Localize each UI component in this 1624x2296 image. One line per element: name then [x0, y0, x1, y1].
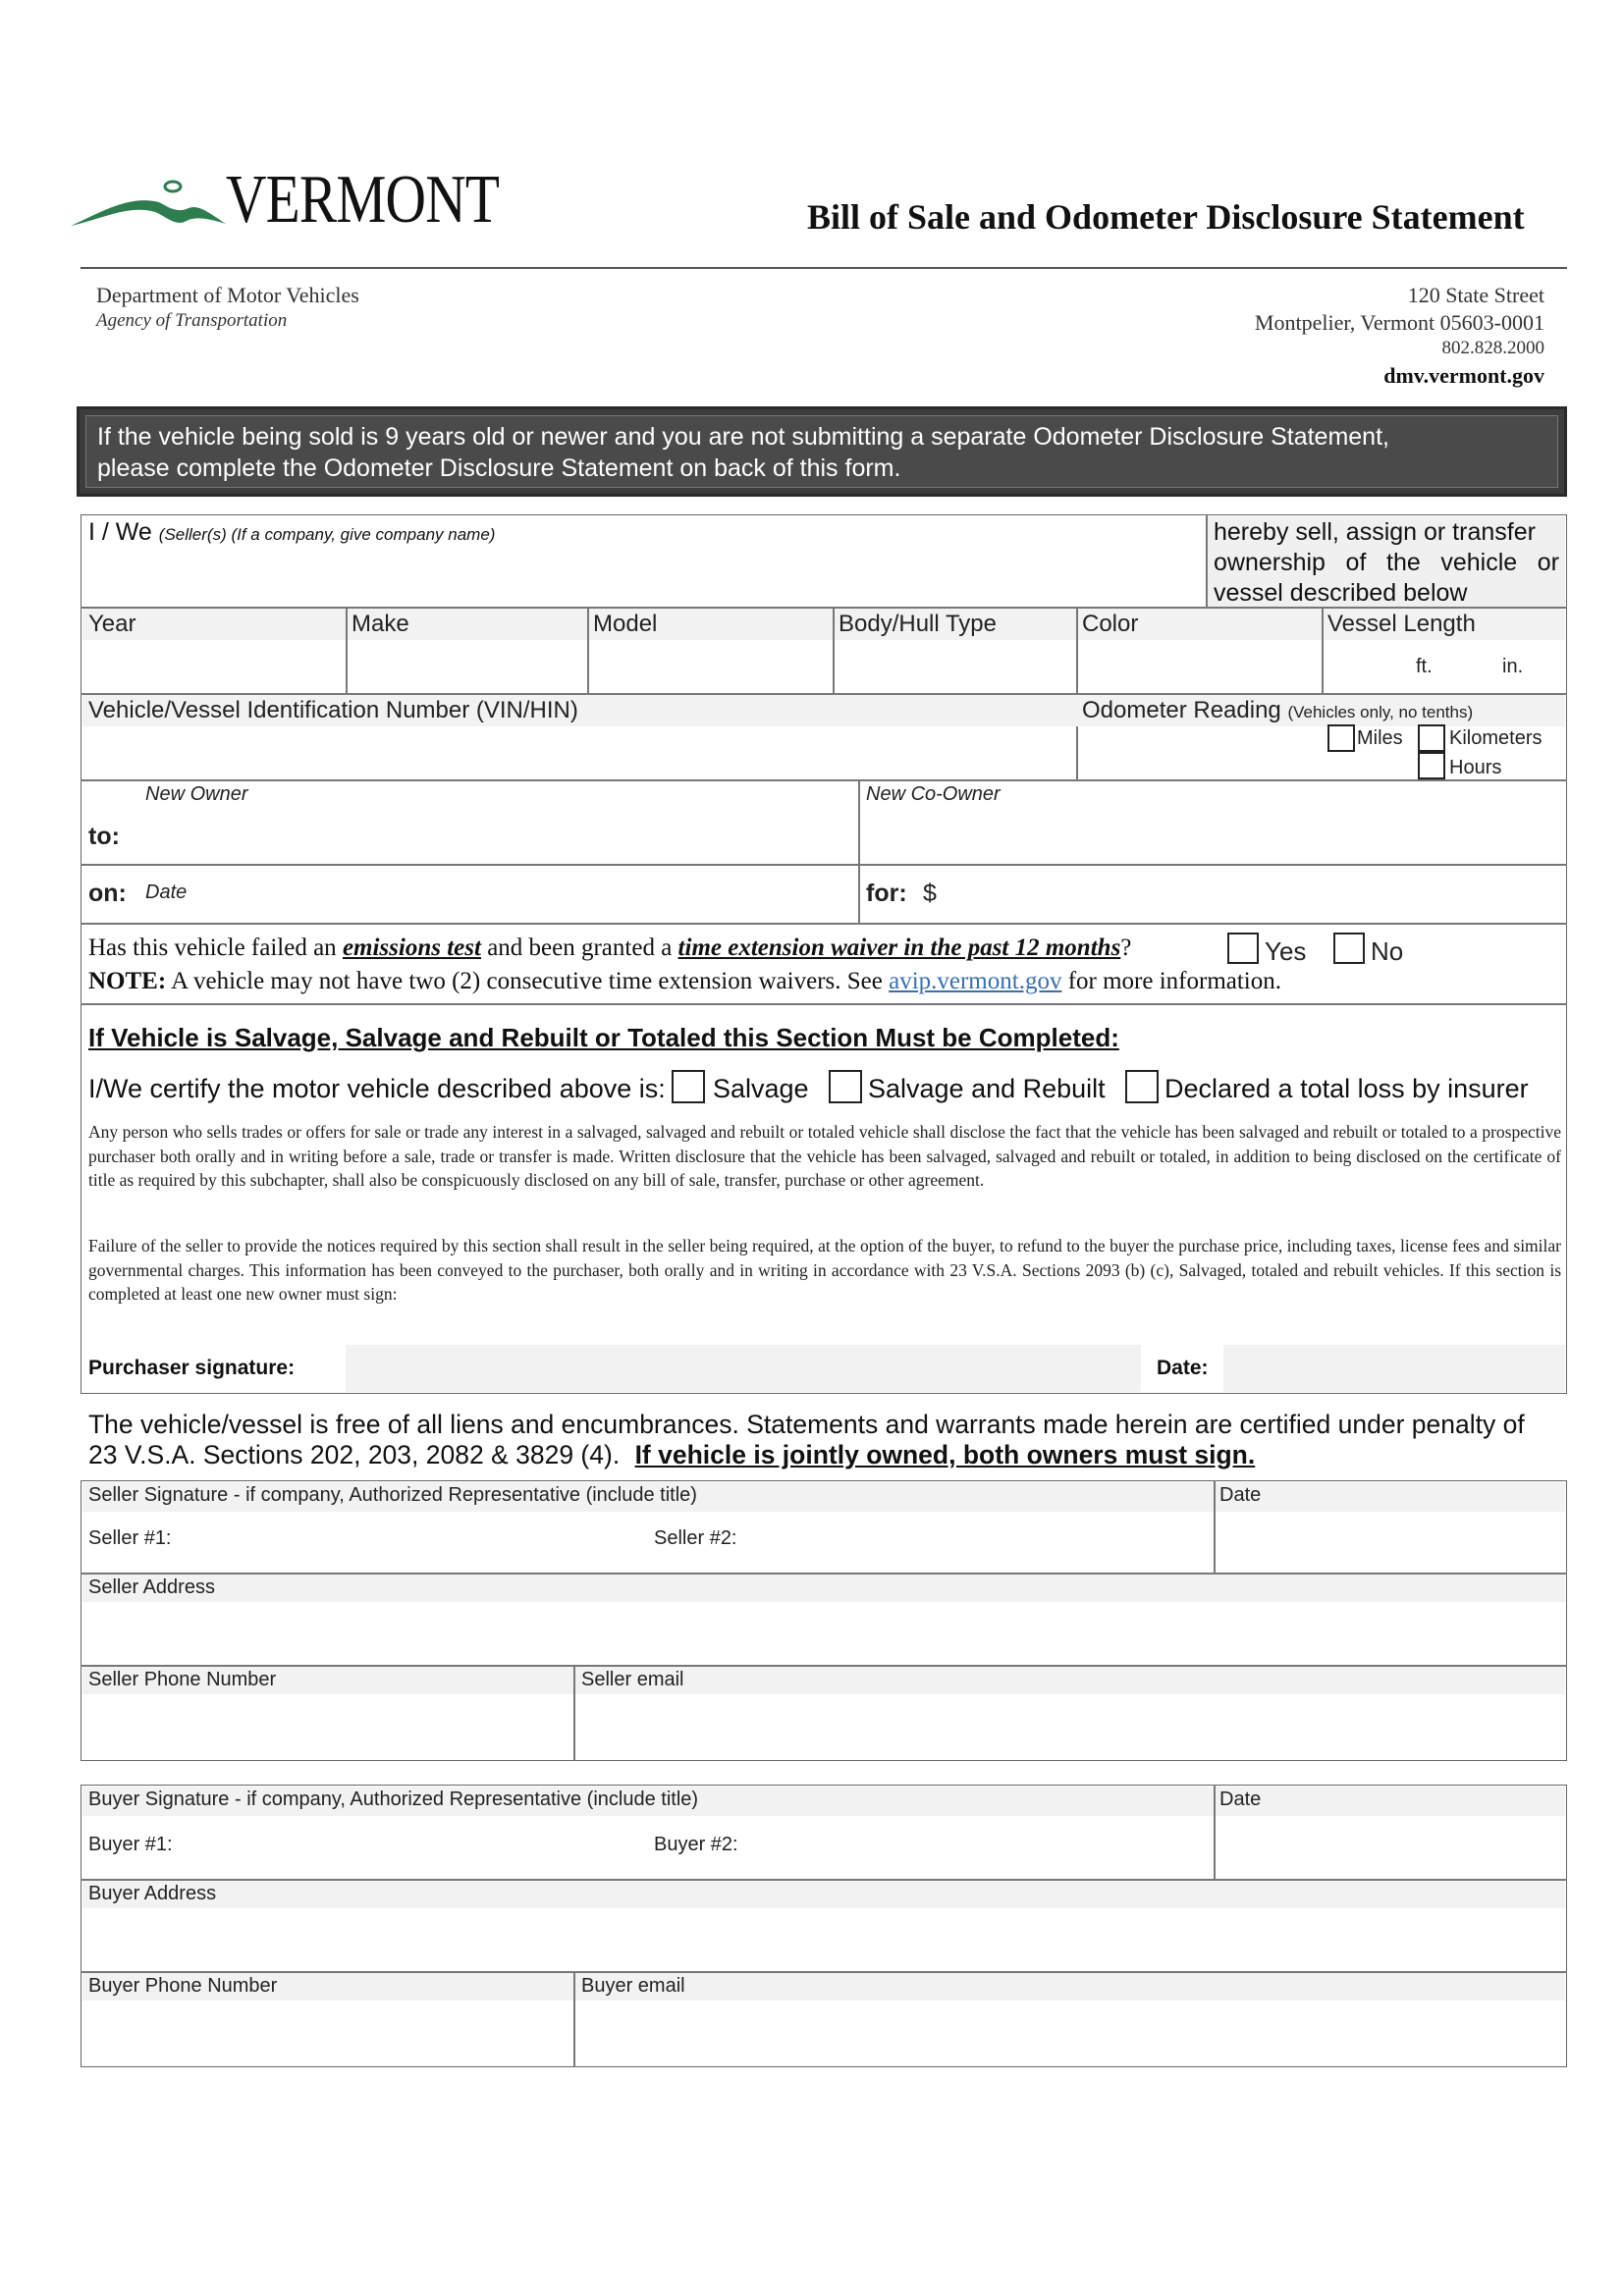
purchaser-date-label: Date:	[1157, 1357, 1209, 1379]
sale-date-field[interactable]	[82, 866, 858, 923]
phone-number: 802.828.2000	[1441, 338, 1544, 358]
to-label: to:	[88, 823, 120, 850]
seller-2-label: Seller #2:	[654, 1527, 737, 1549]
salvage-heading: If Vehicle is Salvage, Salvage and Rebuilt or Totaled this Section Must be Completed:	[88, 1023, 1119, 1052]
buyer-date-label: Date	[1219, 1789, 1262, 1810]
logo-text: VERMONT	[226, 162, 500, 238]
transfer-line-2: ownership of the vehicle or	[1214, 549, 1559, 576]
new-coowner-label: New Co-Owner	[866, 783, 1001, 805]
vessel-length-label: Vessel Length	[1327, 611, 1476, 637]
buyer-address-label: Buyer Address	[88, 1883, 217, 1904]
avip-link[interactable]: avip.vermont.gov	[889, 968, 1062, 994]
dept-name: Department of Motor Vehicles	[96, 283, 359, 307]
ft-label: ft.	[1416, 656, 1433, 677]
purchaser-signature-field[interactable]	[346, 1345, 1141, 1392]
model-label: Model	[593, 611, 658, 637]
seller-phone-label: Seller Phone Number	[88, 1669, 277, 1690]
seller-signature-label: Seller Signature - if company, Authorized Representative (include title)	[88, 1484, 697, 1506]
in-label: in.	[1502, 656, 1524, 677]
seller-label: I / We (Seller(s) (If a company, give company name)	[88, 518, 496, 546]
seller-address-label: Seller Address	[88, 1576, 215, 1598]
on-label: on:	[88, 880, 127, 907]
year-label: Year	[88, 611, 136, 637]
address-line-2: Montpelier, Vermont 05603-0001	[1254, 310, 1544, 335]
kilometers-label: Kilometers	[1449, 727, 1543, 749]
buyer-email-field[interactable]	[575, 1973, 1565, 2065]
hours-checkbox[interactable]	[1418, 752, 1445, 779]
seller-1-label: Seller #1:	[88, 1527, 172, 1549]
seller-address-field[interactable]	[82, 1575, 1565, 1665]
time-extension-term: time extension waiver in the past 12 months	[677, 934, 1121, 961]
odometer-label: Odometer Reading (Vehicles only, no tenths)	[1082, 697, 1474, 723]
emissions-no-label: No	[1371, 936, 1404, 966]
miles-checkbox[interactable]	[1327, 724, 1355, 752]
buyer-date-field[interactable]	[1216, 1787, 1565, 1879]
salvage-rebuilt-label: Salvage and Rebuilt	[868, 1074, 1106, 1103]
emissions-question: Has this vehicle failed an emissions test and been granted a time extension waiver in the past 12 months?	[88, 934, 1132, 961]
agency-name: Agency of Transportation	[96, 310, 288, 331]
for-label: for:	[866, 880, 907, 907]
total-loss-checkbox[interactable]	[1125, 1070, 1159, 1103]
make-label: Make	[352, 611, 409, 637]
emissions-test-term: emissions test	[342, 934, 481, 961]
banner-line-1: If the vehicle being sold is 9 years old or newer and you are not submitting a separate Odometer Disclosure Statement,	[97, 423, 1389, 451]
miles-label: Miles	[1357, 727, 1403, 749]
mountain-logo-icon	[69, 165, 236, 243]
salvage-label: Salvage	[713, 1074, 809, 1103]
emissions-no-checkbox[interactable]	[1333, 933, 1365, 964]
buyer-1-label: Buyer #1:	[88, 1834, 173, 1855]
total-loss-label: Declared a total loss by insurer	[1164, 1074, 1529, 1103]
joint-owner-warning: If vehicle is jointly owned, both owners must sign.	[634, 1440, 1256, 1469]
new-owner-label: New Owner	[145, 783, 248, 805]
price-field[interactable]	[860, 866, 1565, 923]
liens-statement: The vehicle/vessel is free of all liens and encumbrances. Statements and warrants made herein are certified under penalty of 23 V.S.A. Sections 202, 203, 2082 & 3829 (4). If vehicle is jointly owned, both owners must sign.	[88, 1410, 1525, 1469]
salvage-refund-paragraph: Failure of the seller to provide the notices required by this section shall result in the seller being required, at the option of the buyer, to refund to the buyer the purchase price, including taxes, license fees and similar governmental charges. This information has been conveyed to the purchaser, both orally and in writing in accordance with 23 V.S.A. Sections 2093 (b) (c), Salvaged, totaled and rebuilt vehicles. If this section is completed at least one new owner must sign:	[88, 1236, 1561, 1304]
body-type-label: Body/Hull Type	[839, 611, 997, 637]
purchaser-signature-label: Purchaser signature:	[88, 1357, 296, 1379]
color-label: Color	[1082, 611, 1139, 637]
banner-line-2: please complete the Odometer Disclosure Statement on back of this form.	[97, 454, 901, 482]
salvage-rebuilt-checkbox[interactable]	[829, 1070, 862, 1103]
buyer-email-label: Buyer email	[581, 1975, 685, 1997]
notice-banner	[77, 406, 1567, 497]
salvage-checkbox[interactable]	[672, 1070, 705, 1103]
buyer-phone-label: Buyer Phone Number	[88, 1975, 278, 1997]
emissions-yes-label: Yes	[1265, 936, 1307, 966]
buyer-2-label: Buyer #2:	[654, 1834, 738, 1855]
emissions-note: NOTE: A vehicle may not have two (2) consecutive time extension waivers. See avip.vermont.gov for more information.	[88, 968, 1282, 994]
salvage-disclosure-paragraph: Any person who sells trades or offers for sale or trade any interest in a salvaged, salvaged and rebuilt or totaled vehicle shall disclose the fact that the vehicle has been salvaged and rebuilt or totaled to a prospective purchaser both orally and in writing before a sale, trade or transfer is made. Written disclosure that the vehicle has been salvaged, salvaged and rebuilt or totaled, in addition to being disclosed on the certificate of title as required by this subchapter, shall also be conspicuously disclosed on any bill of sale, transfer, purchase or other agreement.	[88, 1122, 1561, 1190]
date-label: Date	[145, 881, 188, 903]
seller-date-label: Date	[1219, 1484, 1262, 1506]
transfer-line-3: vessel described below	[1214, 579, 1468, 607]
header-rule	[81, 267, 1567, 269]
salvage-certify-label: I/We certify the motor vehicle described above is:	[88, 1074, 666, 1103]
website[interactable]: dmv.vermont.gov	[1383, 363, 1544, 388]
buyer-signature-label: Buyer Signature - if company, Authorized Representative (include title)	[88, 1789, 699, 1810]
address-line-1: 120 State Street	[1407, 283, 1544, 307]
purchaser-date-field[interactable]	[1223, 1345, 1565, 1392]
page-title: Bill of Sale and Odometer Disclosure Statement	[807, 197, 1525, 237]
vermont-logo	[69, 162, 520, 243]
hours-label: Hours	[1449, 757, 1502, 778]
seller-email-label: Seller email	[581, 1669, 684, 1690]
emissions-yes-checkbox[interactable]	[1227, 933, 1259, 964]
kilometers-checkbox[interactable]	[1418, 724, 1445, 752]
dollar-sign: $	[923, 880, 937, 907]
seller-date-field[interactable]	[1216, 1482, 1565, 1573]
transfer-line-1: hereby sell, assign or transfer	[1214, 518, 1536, 546]
vin-label: Vehicle/Vessel Identification Number (VIN/HIN)	[88, 697, 578, 723]
seller-email-field[interactable]	[575, 1667, 1565, 1759]
buyer-address-field[interactable]	[82, 1881, 1565, 1971]
